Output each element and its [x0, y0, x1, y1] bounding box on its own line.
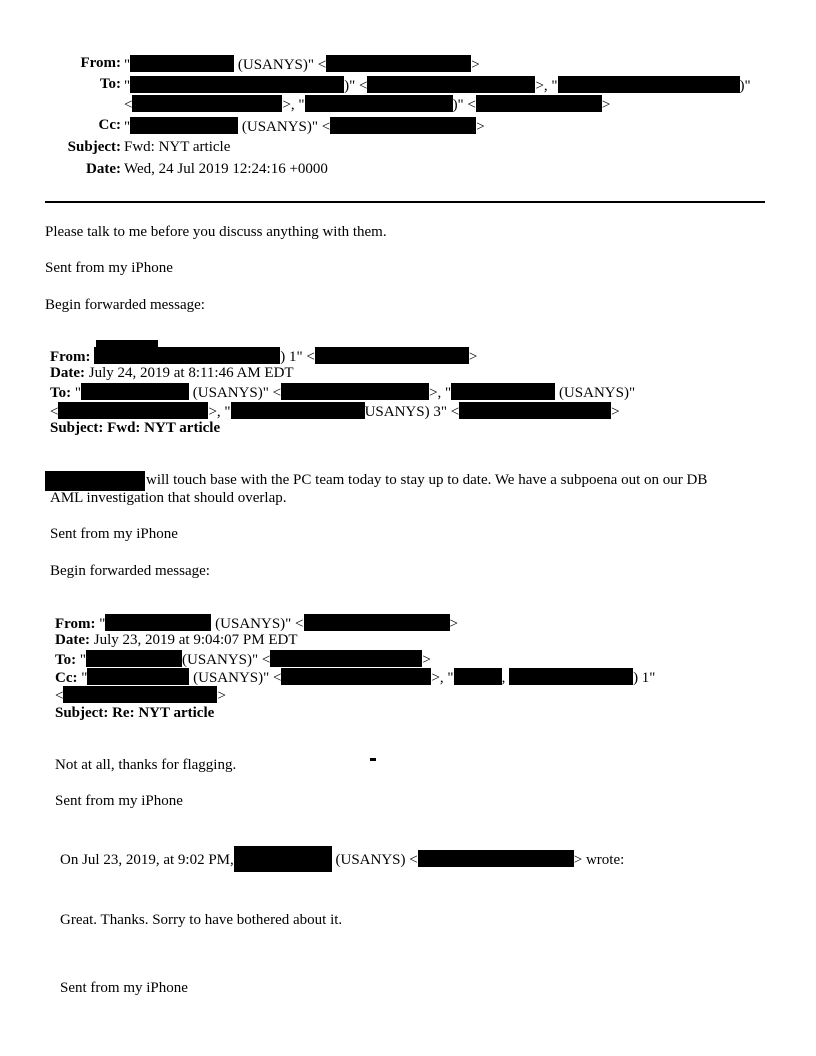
redaction [326, 55, 471, 72]
fwd2-subject [55, 705, 214, 722]
fwd2-from-label: From: [55, 616, 96, 632]
redaction [130, 55, 234, 72]
quote-text: Great. Thanks. Sorry to have bothered about it. [60, 912, 343, 928]
from-suffix: (USANYS)" < [237, 57, 327, 73]
redaction [304, 614, 450, 631]
redaction [451, 383, 555, 400]
fwd1-from: From: ) 1" < > [50, 349, 478, 365]
redaction [234, 846, 332, 872]
cc-label: Cc: [98, 117, 121, 133]
fwd1-to-label: To: [50, 385, 72, 401]
redaction [367, 76, 535, 93]
fwd2-cc-tail2: ) 1" [633, 670, 656, 686]
to-value-line1: " )" < >, " )" [124, 78, 751, 94]
fwd1-subject-value: Fwd: NYT article [107, 420, 221, 436]
from-label: From: [80, 55, 121, 71]
cc-value: " (USANYS)" < > [124, 119, 485, 135]
to-label: To: [99, 76, 121, 92]
redaction [305, 95, 453, 112]
quote-sent-from-iphone: Sent from my iPhone [60, 980, 188, 996]
fwd1-message-line1: will touch base with the PC team today to stay up to date. We have a subpoena out on our DB [146, 472, 708, 488]
fwd1-to-line1: To: " (USANYS)" < >, " (USANYS)" [50, 385, 636, 401]
quote-attribution [60, 846, 624, 872]
fwd2-from: From: " (USANYS)" < > [55, 616, 458, 632]
fwd2-date-value: July 23, 2019 at 9:04:07 PM EDT [93, 632, 298, 648]
redaction [330, 117, 476, 134]
redaction [86, 650, 182, 667]
redaction [58, 402, 208, 419]
redaction [281, 668, 431, 685]
fwd2-reply: Not at all, thanks for flagging. [55, 757, 237, 773]
fwd2-date-label: Date: [55, 632, 90, 648]
fwd1-to-usanys: (USANYS)" < [192, 385, 282, 401]
redaction [94, 347, 280, 364]
to-value-line2: < >, " )" < > [124, 97, 611, 113]
fwd2-cc-label: Cc: [55, 670, 78, 686]
redaction [315, 347, 469, 364]
redaction [418, 850, 574, 867]
fwd2-to-label: To: [55, 652, 77, 668]
fwd1-message-line2: AML investigation that should overlap. [50, 490, 287, 506]
sent-from-iphone: Sent from my iPhone [45, 260, 173, 276]
redaction [81, 383, 189, 400]
quote-suffix: > wrote: [573, 852, 625, 868]
redaction [130, 117, 238, 134]
date-value: Wed, 24 Jul 2019 12:24:16 +0000 [124, 161, 328, 177]
stray-mark [370, 758, 376, 761]
redaction [459, 402, 611, 419]
redaction [130, 76, 344, 93]
fwd2-to: To: " (USANYS)" < > [55, 652, 431, 668]
fwd1-from-tail: ) 1" < [280, 349, 315, 365]
subject-value: Fwd: NYT article [124, 139, 231, 155]
fwd2-cc-tail: (USANYS)" < [193, 670, 282, 686]
fwd2-cc-line1: Cc: " (USANYS)" < >, " , ) 1" [55, 670, 656, 686]
fwd1-date-value: July 24, 2019 at 8:11:46 AM EDT [88, 365, 294, 381]
subject-label: Subject: [67, 139, 121, 155]
fwd1-to-line2: < >, " USANYS) 3" < > [50, 404, 620, 420]
fwd2-subject-value: Re: NYT article [112, 705, 215, 721]
redaction [87, 668, 189, 685]
redaction [105, 614, 211, 631]
redaction [509, 668, 633, 685]
quote-mid: (USANYS) < [335, 852, 418, 868]
fwd1-begin-forwarded: Begin forwarded message: [50, 563, 210, 579]
fwd1-to-tail: USANYS) 3" < [364, 404, 460, 420]
fwd1-sent-from-iphone: Sent from my iPhone [50, 526, 178, 542]
fwd1-date-label: Date: [50, 365, 85, 381]
redaction [45, 471, 145, 491]
begin-forwarded: Begin forwarded message: [45, 297, 205, 313]
fwd2-date [55, 632, 298, 649]
fwd2-from-tail: (USANYS)" < [215, 616, 304, 632]
redaction [558, 76, 740, 93]
fwd2-sent-from-iphone: Sent from my iPhone [55, 793, 183, 809]
fwd1-date [50, 365, 294, 382]
fwd2-subject-label: Subject: [55, 705, 109, 721]
redaction [270, 650, 422, 667]
date-label: Date: [86, 161, 121, 177]
cc-suffix: (USANYS)" < [241, 119, 331, 135]
fwd2-cc-line2: < > [55, 688, 226, 704]
redaction [63, 686, 217, 703]
fwd2-to-tail: (USANYS)" < [182, 652, 271, 668]
redaction [476, 95, 602, 112]
header-divider [45, 201, 765, 203]
fwd1-subject-label: Subject: [50, 420, 104, 436]
redaction [454, 668, 502, 685]
from-value: " (USANYS)" < > [124, 57, 480, 73]
quote-prefix: On Jul 23, 2019, at 9:02 PM, [60, 852, 234, 868]
redaction [281, 383, 429, 400]
fwd1-to-usanys2: (USANYS)" [558, 385, 636, 401]
redaction [231, 402, 365, 419]
body-line: Please talk to me before you discuss anything with them. [45, 224, 387, 240]
fwd1-from-label: From: [50, 349, 91, 365]
redaction [132, 95, 282, 112]
fwd1-subject [50, 420, 220, 437]
